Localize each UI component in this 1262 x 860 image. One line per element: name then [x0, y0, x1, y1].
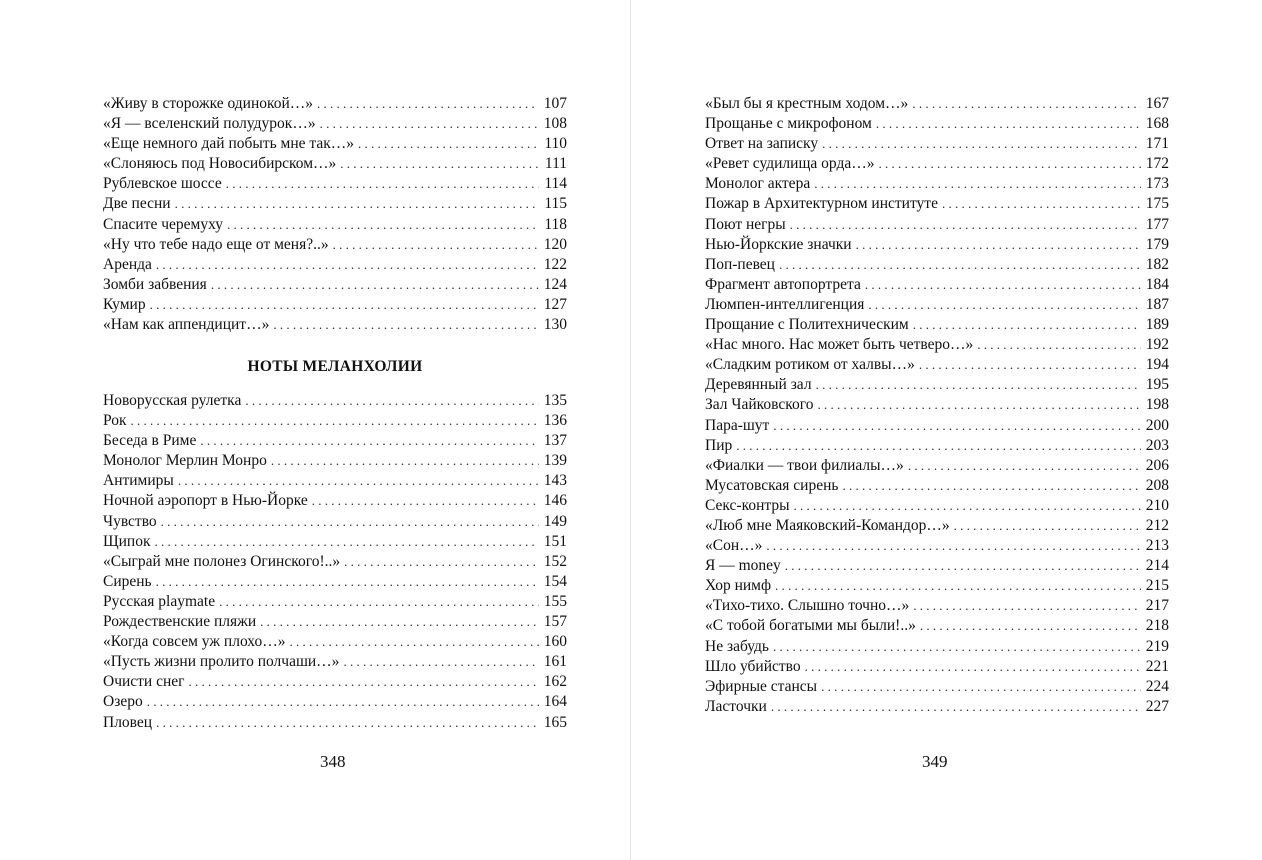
toc-entry-page: 219: [1145, 637, 1169, 655]
toc-entry: [705, 215, 1169, 235]
toc-entry: [705, 657, 1169, 677]
toc-entry-title: Ночной аэропорт в Нью-Йорке: [103, 492, 308, 510]
toc-entry-title: Беседа в Риме: [103, 432, 197, 450]
toc-entry-title: Кумир: [103, 295, 146, 313]
toc-leader-dots: [775, 576, 1141, 596]
toc-entry: [103, 255, 567, 275]
toc-entry-title: «Сладким ротиком от халвы…»: [705, 356, 915, 374]
toc-entry-title: Прощанье с микрофоном: [705, 115, 872, 133]
toc-leader-dots: [317, 94, 539, 114]
toc-leader-dots: [977, 335, 1141, 355]
left-page: [0, 0, 630, 860]
toc-entry-title: Очисти снег: [103, 673, 185, 691]
toc-leader-dots: [868, 295, 1141, 315]
toc-leader-dots: [155, 532, 539, 552]
toc-entry-page: 118: [544, 215, 567, 233]
toc-entry: [103, 471, 567, 491]
toc-entry-page: 130: [543, 316, 567, 334]
toc-leader-dots: [161, 512, 539, 532]
toc-leader-dots: [344, 552, 539, 572]
page-number: 349: [922, 752, 948, 771]
toc-entry-page: 171: [1145, 135, 1169, 153]
toc-entry-page: 221: [1145, 657, 1169, 675]
toc-entry: [705, 174, 1169, 194]
toc-entry: [705, 456, 1169, 476]
toc-entry: [103, 295, 567, 315]
toc-entry-page: 195: [1145, 376, 1169, 394]
toc-leader-dots: [942, 194, 1141, 214]
toc-leader-dots: [156, 572, 539, 592]
toc-leader-dots: [773, 637, 1141, 657]
toc-entry: [103, 652, 567, 672]
toc-leader-dots: [766, 536, 1141, 556]
toc-entry: [705, 375, 1169, 395]
toc-entry: [103, 512, 567, 532]
toc-entry-page: 149: [543, 512, 567, 530]
toc-entry-page: 192: [1145, 336, 1169, 354]
toc-leader-dots: [245, 391, 539, 411]
toc-entry-title: Монолог Мерлин Монро: [103, 452, 267, 470]
toc-entry: [705, 335, 1169, 355]
toc-entry-title: «Ну что тебе надо еще от меня?..»: [103, 235, 329, 253]
toc-entry: [705, 476, 1169, 496]
toc-entry-title: «Сыграй мне полонез Огинского!..»: [103, 552, 341, 570]
toc-entry-title: Секс-контры: [705, 496, 790, 514]
toc-entry: [103, 275, 567, 295]
toc-entry-page: 172: [1145, 155, 1169, 173]
toc-entry-title: «Был бы я крестным ходом…»: [705, 95, 909, 112]
toc-entry: [705, 637, 1169, 657]
toc-entry: [705, 154, 1169, 174]
toc-leader-dots: [785, 556, 1141, 576]
toc-entry: [103, 194, 567, 214]
toc-entry-page: 227: [1145, 697, 1169, 715]
page-number: 348: [320, 752, 346, 771]
toc-entry-title: Пир: [705, 436, 733, 454]
toc-entry-title: Монолог актера: [705, 175, 811, 193]
toc-entry-page: 120: [543, 235, 567, 253]
toc-entry-title: Прощание с Политехническим: [705, 316, 909, 334]
toc-leader-dots: [156, 713, 539, 733]
toc-entry-title: Рок: [103, 412, 127, 430]
toc-entry-page: 194: [1145, 356, 1169, 374]
toc-entry: [103, 174, 567, 194]
toc-entry: [705, 556, 1169, 576]
toc-entry-title: Зомби забвения: [103, 275, 207, 293]
toc-leader-dots: [200, 431, 539, 451]
toc-entry-page: 215: [1145, 577, 1169, 595]
toc-leader-dots: [178, 471, 539, 491]
toc-entry-page: 175: [1145, 195, 1169, 213]
toc-entry: [103, 215, 567, 235]
toc-entry-title: Пловец: [103, 713, 153, 731]
toc-leader-dots: [219, 592, 539, 612]
toc-entry-page: 136: [543, 412, 567, 430]
toc-entry: [705, 697, 1169, 717]
toc-entry-title: Русская playmate: [103, 592, 216, 610]
toc-entry-page: 189: [1145, 316, 1169, 334]
toc-leader-dots: [156, 255, 539, 275]
toc-entry: [705, 677, 1169, 697]
toc-entry: [103, 154, 567, 174]
toc-entry: [705, 536, 1169, 556]
toc-entry-page: 212: [1145, 516, 1169, 534]
toc-entry-page: 208: [1145, 476, 1169, 494]
toc-entry: [705, 134, 1169, 154]
toc-entry-page: 164: [543, 693, 567, 711]
toc-leader-dots: [175, 194, 539, 214]
toc-leader-dots: [312, 491, 539, 511]
toc-entry: [103, 532, 567, 552]
toc-entry: [103, 114, 567, 134]
toc-leader-dots: [856, 235, 1141, 255]
toc-leader-dots: [954, 516, 1141, 536]
toc-entry-title: «Нам как аппендицит…»: [103, 316, 270, 334]
toc-leader-dots: [878, 154, 1141, 174]
toc-leader-dots: [271, 451, 539, 471]
toc-entry-title: Поют негры: [705, 215, 786, 233]
toc-entry: [705, 516, 1169, 536]
toc-entry-page: 139: [543, 452, 567, 470]
toc-entry: [103, 391, 567, 411]
toc-entry-page: 161: [543, 653, 567, 671]
toc-entry-page: 184: [1145, 275, 1169, 293]
toc-entry: [103, 134, 567, 154]
toc-entry-title: Зал Чайковского: [705, 396, 814, 414]
toc-entry-title: Я — money: [705, 557, 781, 575]
toc-entry-page: 154: [543, 572, 567, 590]
toc-entry: [705, 355, 1169, 375]
toc-entry-page: 213: [1145, 537, 1169, 555]
toc-entry-title: Аренда: [103, 255, 152, 273]
toc-leader-dots: [779, 255, 1141, 275]
toc-leader-dots: [358, 134, 539, 154]
toc-entry-title: Поп-певец: [705, 255, 775, 273]
toc-entry-title: Антимиры: [103, 472, 174, 490]
toc-entry: [705, 576, 1169, 596]
toc-entry: [705, 436, 1169, 456]
toc-entry: [705, 496, 1169, 516]
toc-leader-dots: [131, 411, 539, 431]
toc-entry-title: «Фиалки — твои филиалы…»: [705, 456, 904, 474]
toc-entry-title: Рублевское шоссе: [103, 175, 222, 193]
toc-leader-dots: [260, 612, 539, 632]
toc-leader-dots: [227, 215, 539, 235]
toc-entry-page: 168: [1145, 115, 1169, 133]
toc-leader-dots: [805, 657, 1141, 677]
toc-entry: [103, 632, 567, 652]
toc-leader-dots: [876, 114, 1141, 134]
right-page: [631, 0, 1262, 860]
toc-entry-title: Новорусская рулетка: [103, 392, 242, 409]
toc-entry: [103, 713, 567, 733]
toc-leader-dots: [147, 692, 539, 712]
toc-leader-dots: [189, 672, 539, 692]
toc-entry-title: Шло убийство: [705, 657, 801, 675]
toc-entry-page: 165: [543, 713, 567, 731]
toc-entry-page: 127: [543, 295, 567, 313]
toc-entry-page: 157: [543, 613, 567, 631]
toc-leader-dots: [790, 215, 1141, 235]
toc-entry-title: Озеро: [103, 693, 143, 711]
toc-entry: [103, 672, 567, 692]
toc-entry: [103, 552, 567, 572]
toc-list-right: [705, 94, 1169, 717]
toc-entry-title: «Еще немного дай побыть мне так…»: [103, 135, 355, 153]
toc-leader-dots: [150, 295, 539, 315]
toc-leader-dots: [919, 355, 1141, 375]
toc-leader-dots: [226, 174, 539, 194]
toc-entry-title: Ответ на записку: [705, 135, 819, 153]
toc-leader-dots: [842, 476, 1141, 496]
toc-entry: [103, 692, 567, 712]
toc-entry-title: Ласточки: [705, 697, 767, 715]
toc-entry: [705, 616, 1169, 636]
toc-leader-dots: [211, 275, 539, 295]
toc-entry-page: 160: [543, 633, 567, 651]
toc-entry-title: Щипок: [103, 532, 151, 550]
toc-leader-dots: [912, 94, 1141, 114]
toc-leader-dots: [817, 395, 1141, 415]
toc-entry-title: Чувство: [103, 512, 157, 530]
toc-entry: [103, 411, 567, 431]
toc-entry-page: 206: [1145, 456, 1169, 474]
toc-entry: [705, 416, 1169, 436]
toc-entry-page: 182: [1145, 255, 1169, 273]
toc-entry: [103, 572, 567, 592]
toc-entry-title: Рождественские пляжи: [103, 613, 257, 631]
toc-leader-dots: [273, 315, 539, 335]
toc-entry-page: 179: [1145, 235, 1169, 253]
toc-entry-title: «С тобой богатыми мы были!..»: [705, 617, 916, 635]
toc-entry: [705, 596, 1169, 616]
toc-entry-title: «Сон…»: [705, 537, 763, 555]
toc-entry: [705, 315, 1169, 335]
toc-entry-page: 114: [544, 175, 567, 193]
toc-entry-page: 218: [1145, 617, 1169, 635]
toc-entry-page: 124: [543, 275, 567, 293]
toc-leader-dots: [340, 154, 539, 174]
toc-entry: [103, 431, 567, 451]
toc-entry-title: Сирень: [103, 572, 152, 590]
toc-leader-dots: [773, 416, 1141, 436]
toc-entry-title: Две песни: [103, 195, 171, 213]
toc-entry-page: 177: [1145, 215, 1169, 233]
toc-entry-page: 187: [1145, 295, 1169, 313]
toc-entry-title: «Тихо-тихо. Слышно точно…»: [705, 597, 910, 615]
toc-entry-title: Нью-Йоркские значки: [705, 235, 852, 253]
toc-leader-dots: [289, 632, 539, 652]
toc-entry-title: Эфирные стансы: [705, 677, 818, 695]
toc-entry: [705, 295, 1169, 315]
toc-entry: [103, 315, 567, 335]
toc-entry: [705, 194, 1169, 214]
toc-entry: [705, 395, 1169, 415]
toc-entry-title: «Нас много. Нас может быть четверо…»: [705, 336, 974, 354]
toc-entry: [705, 255, 1169, 275]
section-heading: НОТЫ МЕЛАНХОЛИИ: [247, 358, 423, 375]
toc-entry-page: 108: [543, 115, 567, 133]
toc-entry: [103, 235, 567, 255]
toc-entry-page: 214: [1145, 557, 1169, 575]
toc-leader-dots: [908, 456, 1141, 476]
toc-entry-title: Пара-шут: [705, 416, 770, 434]
toc-entry: [705, 235, 1169, 255]
toc-entry: [103, 94, 567, 114]
toc-entry-page: 200: [1145, 416, 1169, 434]
toc-entry-page: 152: [543, 552, 567, 570]
toc-entry-title: Деревянный зал: [705, 376, 812, 394]
toc-entry-title: Пожар в Архитектурном институте: [705, 195, 938, 213]
toc-entry-title: Мусатовская сирень: [705, 476, 839, 494]
toc-entry-page: 115: [544, 195, 567, 213]
toc-entry-title: «Ревет судилища орда…»: [705, 155, 875, 173]
toc-leader-dots: [865, 275, 1141, 295]
toc-entry-page: 224: [1145, 677, 1169, 695]
toc-entry-title: «Слоняюсь под Новосибирском…»: [103, 155, 337, 173]
toc-entry: [103, 612, 567, 632]
toc-list-left-bottom: [103, 391, 567, 733]
toc-leader-dots: [821, 677, 1141, 697]
toc-entry-title: «Живу в сторожке одинокой…»: [103, 95, 314, 112]
toc-entry-page: 146: [543, 492, 567, 510]
toc-entry: [103, 451, 567, 471]
toc-entry-title: Не забудь: [705, 637, 769, 655]
toc-entry-title: Хор нимф: [705, 577, 772, 595]
toc-entry-page: 122: [543, 255, 567, 273]
toc-entry: [103, 491, 567, 511]
toc-leader-dots: [814, 174, 1141, 194]
toc-entry: [705, 114, 1169, 134]
toc-entry-page: 143: [543, 472, 567, 490]
toc-entry-page: 217: [1145, 597, 1169, 615]
toc-entry: [103, 592, 567, 612]
toc-entry-page: 167: [1145, 95, 1169, 112]
toc-entry-title: «Я — вселенский полудурок…»: [103, 115, 316, 133]
toc-leader-dots: [822, 134, 1141, 154]
toc-leader-dots: [920, 616, 1141, 636]
toc-entry-page: 203: [1145, 436, 1169, 454]
toc-leader-dots: [913, 315, 1141, 335]
toc-entry: [705, 94, 1169, 114]
toc-entry-page: 155: [543, 592, 567, 610]
toc-entry-title: Спасите черемуху: [103, 215, 223, 233]
toc-entry-page: 210: [1145, 496, 1169, 514]
toc-entry-page: 198: [1145, 396, 1169, 414]
toc-entry-page: 137: [543, 432, 567, 450]
toc-leader-dots: [333, 235, 539, 255]
toc-leader-dots: [913, 596, 1141, 616]
toc-entry-title: «Люб мне Маяковский-Командор…»: [705, 516, 950, 534]
toc-entry-title: «Когда совсем уж плохо…»: [103, 633, 286, 651]
toc-entry-page: 173: [1145, 175, 1169, 193]
toc-leader-dots: [320, 114, 539, 134]
toc-entry-title: «Пусть жизни пролито полчаши…»: [103, 653, 340, 671]
toc-entry-page: 151: [543, 532, 567, 550]
toc-entry-page: 110: [544, 135, 567, 153]
toc-leader-dots: [771, 697, 1141, 717]
toc-entry-title: Люмпен-интеллигенция: [705, 295, 865, 313]
toc-leader-dots: [736, 436, 1141, 456]
toc-leader-dots: [816, 375, 1141, 395]
toc-entry-title: Фрагмент автопортрета: [705, 275, 861, 293]
toc-leader-dots: [794, 496, 1141, 516]
toc-entry-page: 107: [543, 95, 567, 112]
toc-list-left-top: [103, 94, 567, 335]
toc-entry-page: 162: [543, 673, 567, 691]
toc-entry-page: 135: [543, 392, 567, 409]
toc-entry: [705, 275, 1169, 295]
toc-leader-dots: [343, 652, 539, 672]
toc-entry-page: 111: [544, 155, 567, 173]
